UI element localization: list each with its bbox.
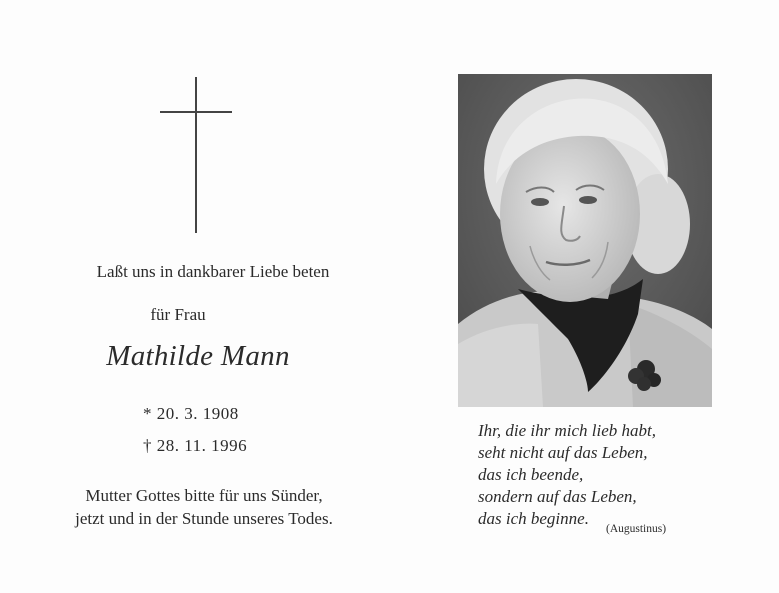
prayer-line: jetzt und in der Stunde unseres Todes. — [75, 509, 333, 528]
poem-line: sondern auf das Leben, — [478, 487, 637, 506]
deceased-name: Mathilde Mann — [106, 340, 290, 372]
birth-date: * 20. 3. 1908 — [143, 404, 239, 423]
poem — [478, 420, 656, 530]
cross-icon — [160, 77, 232, 233]
prayer-line: Mutter Gottes bitte für uns Sünder, — [85, 486, 323, 505]
prayer-text — [20, 484, 388, 530]
poem-attribution: (Augustinus) — [606, 523, 667, 535]
intro-text: Laßt uns in dankbarer Liebe beten — [96, 262, 330, 281]
for-text: für Frau — [150, 305, 206, 324]
poem-line: Ihr, die ihr mich lieb habt, — [478, 421, 657, 440]
portrait-photo — [458, 74, 712, 407]
cross-horizontal-beam — [160, 111, 232, 113]
cross-vertical-beam — [195, 77, 197, 233]
poem-line: seht nicht auf das Leben, — [478, 443, 648, 462]
portrait-illustration — [458, 74, 712, 407]
poem-line: das ich beginne. — [478, 509, 589, 528]
death-date: † 28. 11. 1996 — [143, 436, 248, 455]
poem-line: das ich beende, — [478, 465, 584, 484]
